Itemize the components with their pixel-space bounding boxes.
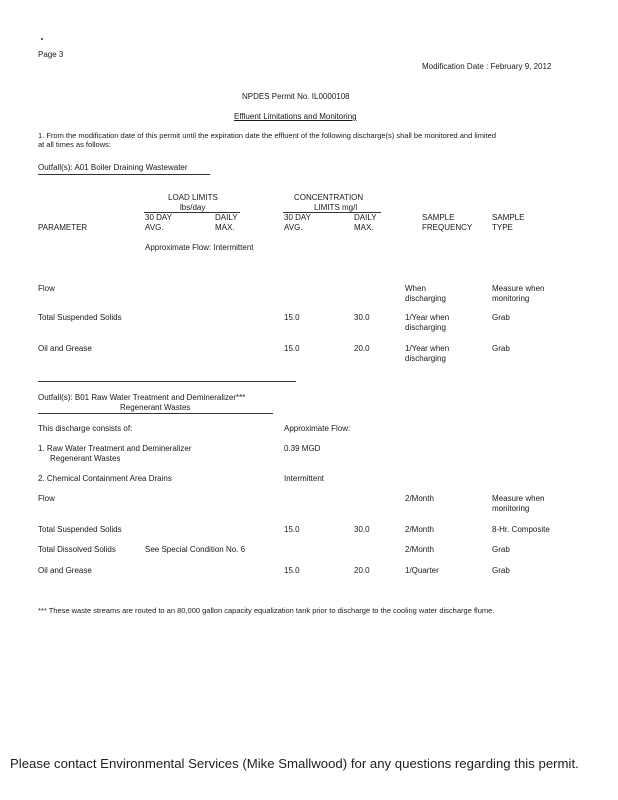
load-avg-header-2: AVG. bbox=[145, 223, 164, 232]
concentration-header: CONCENTRATION bbox=[294, 193, 364, 202]
outfall-b01-title-1: Outfall(s): B01 Raw Water Treatment and Demineralizer*** bbox=[38, 393, 246, 402]
a01-row-flow-freq-2: discharging bbox=[405, 294, 446, 303]
b01-consists-of: This discharge consists of: bbox=[38, 424, 133, 433]
b01-row-tss-freq: 2/Month bbox=[405, 525, 434, 534]
a01-row-tss-freq-1: 1/Year when bbox=[405, 313, 450, 322]
b01-row-oil-param: Oil and Grease bbox=[38, 566, 92, 575]
a01-row-oil-freq-2: discharging bbox=[405, 354, 446, 363]
a01-approximate-flow: Approximate Flow: Intermittent bbox=[145, 243, 254, 252]
b01-approximate-flow-label: Approximate Flow: bbox=[284, 424, 351, 433]
b01-row-tds-param: Total Dissolved Solids bbox=[38, 545, 116, 554]
b01-row-flow-freq: 2/Month bbox=[405, 494, 434, 503]
b01-item-2-label: 2. Chemical Containment Area Drains bbox=[38, 474, 172, 483]
b01-item-2-flow: Intermittent bbox=[284, 474, 325, 483]
b01-row-tss-avg: 15.0 bbox=[284, 525, 300, 534]
load-avg-header-1: 30 DAY bbox=[145, 213, 172, 222]
a01-row-oil-freq-1: 1/Year when bbox=[405, 344, 450, 353]
b01-item-1-label-1: 1. Raw Water Treatment and Demineralizer bbox=[38, 444, 192, 453]
contact-notice: Please contact Environmental Services (Mike Smallwood) for any questions regarding this permit. bbox=[10, 756, 579, 771]
type-header-2: TYPE bbox=[492, 223, 513, 232]
conc-max-header-1: DAILY bbox=[354, 213, 377, 222]
b01-row-tds-type: Grab bbox=[492, 545, 510, 554]
b01-row-tds-note: See Special Condition No. 6 bbox=[145, 545, 246, 554]
outfall-b01-title-2: Regenerant Wastes bbox=[120, 403, 191, 412]
a01-row-tss-freq-2: discharging bbox=[405, 323, 446, 332]
b01-row-flow-type-2: monitoring bbox=[492, 504, 530, 513]
load-max-header-2: MAX. bbox=[215, 223, 235, 232]
frequency-header-2: FREQUENCY bbox=[422, 223, 473, 232]
permit-number: NPDES Permit No. IL0000108 bbox=[242, 92, 350, 101]
intro-line-1: 1. From the modification date of this permit until the expiration date the effluent of the following discharge(s) shall be monitored and limited bbox=[38, 131, 497, 140]
section-title: Effluent Limitations and Monitoring bbox=[234, 112, 357, 121]
b01-row-oil-max: 20.0 bbox=[354, 566, 370, 575]
b01-row-flow-type-1: Measure when bbox=[492, 494, 545, 503]
b01-row-oil-type: Grab bbox=[492, 566, 510, 575]
type-header-1: SAMPLE bbox=[492, 213, 525, 222]
a01-row-flow-param: Flow bbox=[38, 284, 55, 293]
b01-row-oil-avg: 15.0 bbox=[284, 566, 300, 575]
a01-row-oil-avg: 15.0 bbox=[284, 344, 300, 353]
a01-row-tss-max: 30.0 bbox=[354, 313, 370, 322]
a01-row-tss-avg: 15.0 bbox=[284, 313, 300, 322]
modification-date: Modification Date : February 9, 2012 bbox=[422, 62, 552, 71]
footnote: *** These waste streams are routed to an 80,000 gallon capacity equalization tank prior to discharge to the cooling water discharge flume. bbox=[38, 606, 495, 615]
page-number: Page 3 bbox=[38, 50, 64, 59]
a01-row-oil-type: Grab bbox=[492, 344, 510, 353]
conc-max-header-2: MAX. bbox=[354, 223, 374, 232]
a01-row-oil-param: Oil and Grease bbox=[38, 344, 92, 353]
parameter-header: PARAMETER bbox=[38, 223, 88, 232]
b01-item-1-label-2: Regenerant Wastes bbox=[50, 454, 121, 463]
a01-row-flow-type-1: Measure when bbox=[492, 284, 545, 293]
scan-speck bbox=[41, 38, 43, 40]
a01-row-flow-type-2: monitoring bbox=[492, 294, 530, 303]
intro-line-2: at all times as follows: bbox=[38, 140, 111, 149]
load-limits-header: LOAD LIMITS bbox=[168, 193, 218, 202]
b01-row-oil-freq: 1/Quarter bbox=[405, 566, 439, 575]
a01-row-flow-freq-1: When bbox=[405, 284, 426, 293]
conc-avg-header-1: 30 DAY bbox=[284, 213, 311, 222]
b01-row-tds-freq: 2/Month bbox=[405, 545, 434, 554]
a01-row-tss-type: Grab bbox=[492, 313, 510, 322]
b01-row-tss-type: 8-Hr. Composite bbox=[492, 525, 550, 534]
a01-row-tss-param: Total Suspended Solids bbox=[38, 313, 122, 322]
section-divider bbox=[38, 381, 296, 382]
load-max-header-1: DAILY bbox=[215, 213, 238, 222]
b01-row-tss-max: 30.0 bbox=[354, 525, 370, 534]
outfall-a01-title-underline bbox=[38, 174, 210, 175]
outfall-a01-title: Outfall(s): A01 Boiler Draining Wastewater bbox=[38, 163, 188, 172]
b01-item-1-flow: 0.39 MGD bbox=[284, 444, 321, 453]
b01-row-flow-param: Flow bbox=[38, 494, 55, 503]
conc-avg-header-2: AVG. bbox=[284, 223, 303, 232]
concentration-units: LIMITS mg/l bbox=[314, 203, 358, 212]
a01-row-oil-max: 20.0 bbox=[354, 344, 370, 353]
outfall-b01-title-underline bbox=[38, 413, 273, 414]
frequency-header-1: SAMPLE bbox=[422, 213, 455, 222]
load-limits-units: lbs/day bbox=[180, 203, 206, 212]
b01-row-tss-param: Total Suspended Solids bbox=[38, 525, 122, 534]
